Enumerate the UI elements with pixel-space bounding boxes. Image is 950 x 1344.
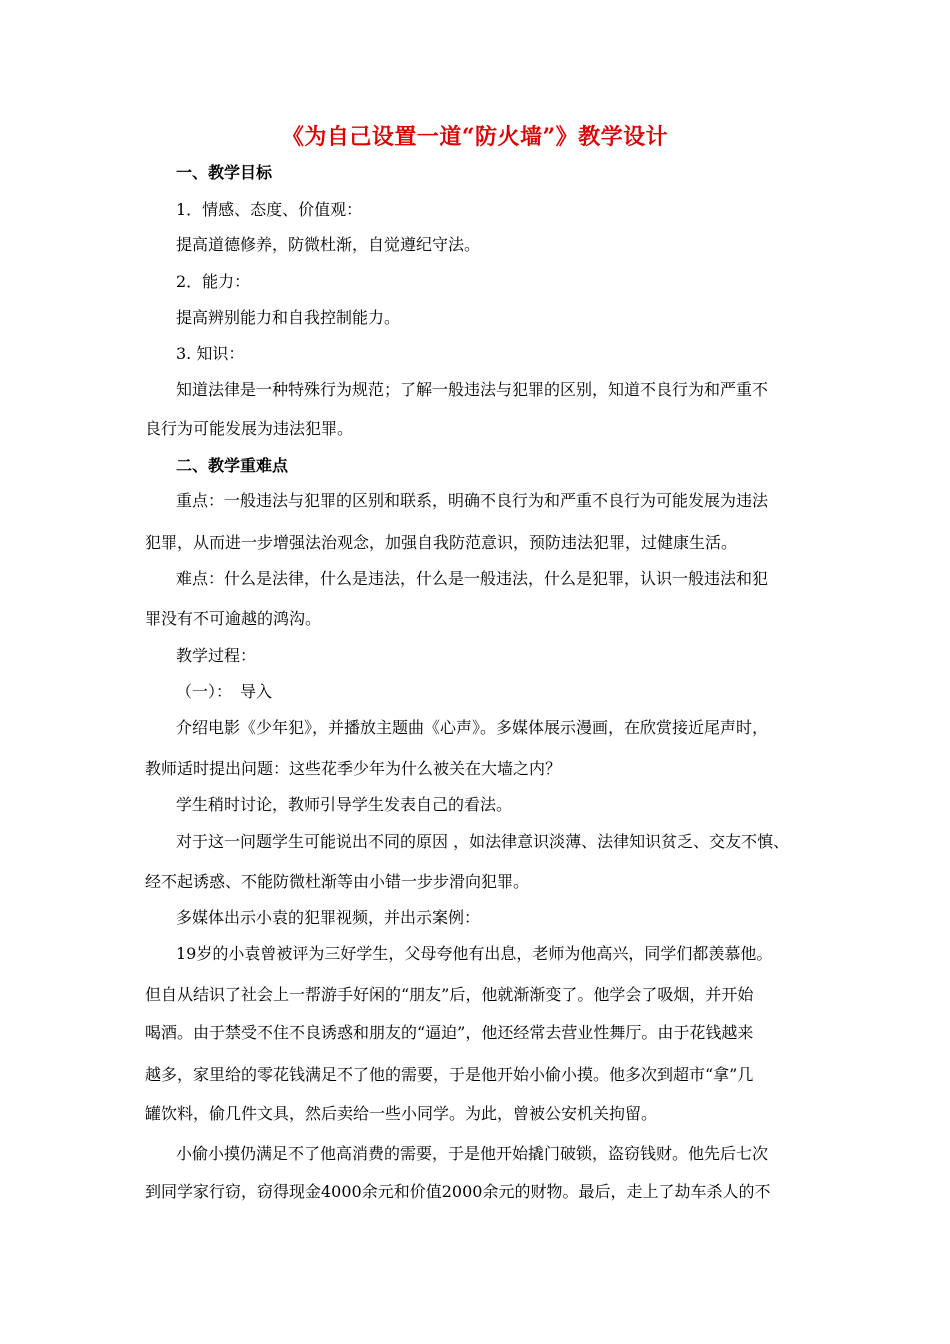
paragraph-line: 良行为可能发展为违法犯罪。 <box>145 419 354 438</box>
paragraph-line: 多媒体出示小袁的犯罪视频，并出示案例： <box>176 908 481 927</box>
paragraph-line: 知道法律是一种特殊行为规范；了解一般违法与犯罪的区别，知道不良行为和严重不 <box>176 380 769 399</box>
paragraph-line: 教师适时提出问题：这些花季少年为什么被关在大墙之内？ <box>145 759 562 778</box>
section-heading-key-points: 二、教学重难点 <box>176 456 289 475</box>
paragraph-line: 难点：什么是法律，什么是违法，什么是一般违法，什么是犯罪，认识一般违法和犯 <box>176 569 769 588</box>
paragraph-line: 教学过程： <box>176 646 257 665</box>
paragraph-line: 犯罪，从而进一步增强法治观念，加强自我防范意识，预防违法犯罪，过健康生活。 <box>145 533 738 552</box>
paragraph-line: 越多，家里给的零花钱满足不了他的需要，于是他开始小偷小摸。他多次到超市“拿”几 <box>145 1065 754 1084</box>
paragraph-line: 重点：一般违法与犯罪的区别和联系，明确不良行为和严重不良行为可能发展为违法 <box>176 491 769 510</box>
paragraph-line: 喝酒。由于禁受不住不良诱惑和朋友的“逼迫”，他还经常去营业性舞厅。由于花钱越来 <box>145 1023 754 1042</box>
paragraph-line: 小偷小摸仍满足不了他高消费的需要，于是他开始撬门破锁，盗窃钱财。他先后七次 <box>176 1144 769 1163</box>
paragraph-line: 经不起诱惑、不能防微杜渐等由小错一步步滑向犯罪。 <box>145 872 530 891</box>
paragraph-line: 到同学家行窃，窃得现金4000余元和价值2000余元的财物。最后，走上了劫车杀人的不 <box>145 1182 771 1201</box>
paragraph-line: 罪没有不可逾越的鸿沟。 <box>145 609 322 628</box>
paragraph-line: 提高道德修养，防微杜渐，自觉遵纪守法。 <box>176 235 481 254</box>
paragraph-line: 但自从结识了社会上一帮游手好闲的“朋友”后，他就渐渐变了。他学会了吸烟，并开始 <box>145 985 754 1004</box>
document-title: 《为自己设置一道“防火墙”》教学设计 <box>281 124 669 150</box>
paragraph-line: 19岁的小袁曾被评为三好学生，父母夸他有出息，老师为他高兴，同学们都羡慕他。 <box>176 944 773 963</box>
paragraph-line: （一）： 导入 <box>176 682 273 701</box>
paragraph-line: 3. 知识： <box>176 344 245 363</box>
paragraph-line: 2．能力： <box>176 272 251 291</box>
paragraph-line: 介绍电影《少年犯》，并播放主题曲《心声》。多媒体展示漫画，在欣赏接近尾声时， <box>176 718 769 737</box>
paragraph-line: 罐饮料，偷几件文具，然后卖给一些小同学。为此，曾被公安机关拘留。 <box>145 1104 658 1123</box>
paragraph-line: 对于这一问题学生可能说出不同的原因 ，如法律意识淡薄、法律知识贫乏、交友不慎、 <box>176 832 790 851</box>
paragraph-line: 提高辨别能力和自我控制能力。 <box>176 308 401 327</box>
paragraph-line: 学生稍时讨论，教师引导学生发表自己的看法。 <box>176 795 513 814</box>
paragraph-line: 1．情感、态度、价值观： <box>176 200 363 219</box>
section-heading-objectives: 一、教学目标 <box>176 163 273 182</box>
